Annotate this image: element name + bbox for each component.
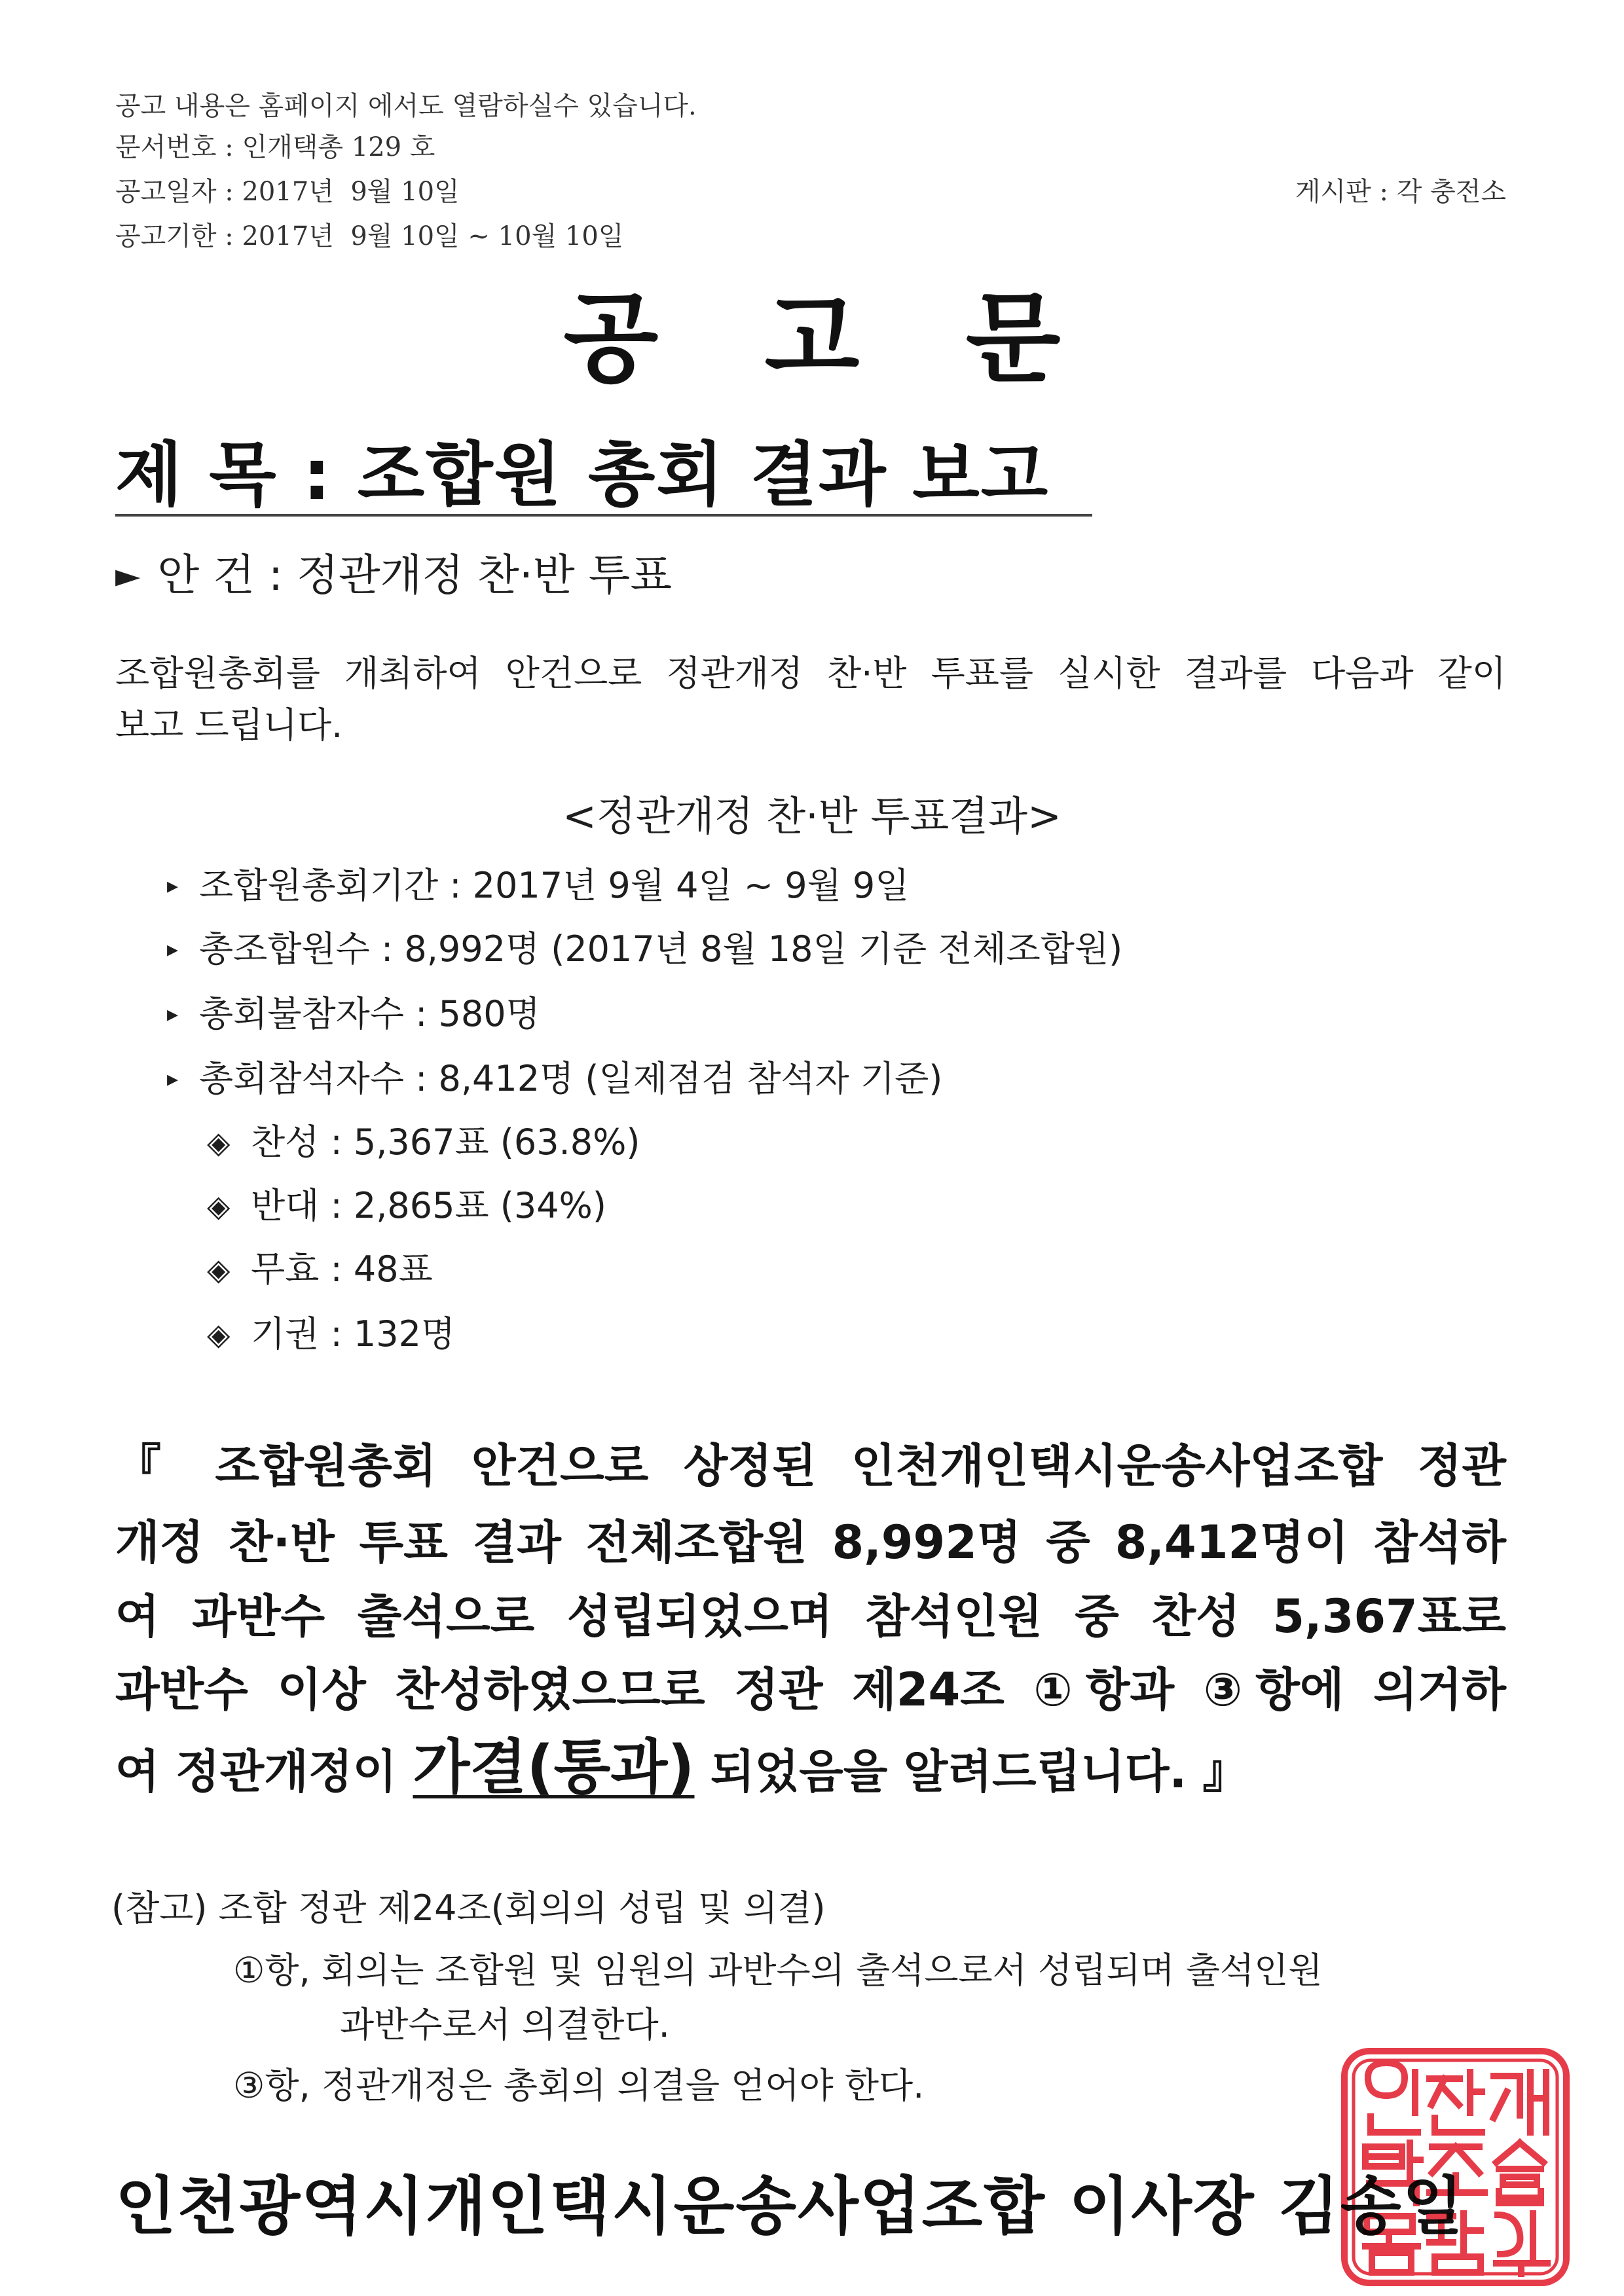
notice-period: 공고기한 : 2017년 9월 10일 ~ 10월 10일 — [115, 221, 624, 251]
reference-clause-1-continued: 과반수로서 의결한다. — [340, 2004, 670, 2045]
official-seal — [1339, 2046, 1572, 2288]
vote-text: 반대 : 2,865표 (34%) — [251, 1185, 606, 1226]
result-item-absentees — [167, 991, 540, 1037]
vote-text: 무효 : 48표 — [251, 1248, 433, 1290]
notice-date: 공고일자 : 2017년 9월 10일 — [115, 177, 460, 207]
passed-highlight: 가결(통과) — [413, 1733, 695, 1802]
intro-line-1: 조합원총회를 개최하여 안건으로 정관개정 찬·반 투표를 실시한 결과를 다음과 같이 — [115, 653, 1506, 694]
result-item-text: 총회불참자수 : 580명 — [199, 993, 540, 1034]
diamond-bullet-icon: ◈ — [207, 1317, 231, 1352]
conclusion-line-4: 과반수 이상 찬성하였으므로 정관 제24조 ①항과 ③항에 의거하 — [115, 1663, 1506, 1717]
result-item-text: 총회참석자수 : 8,412명 (일제점검 참석자 기준) — [199, 1058, 943, 1099]
reference-clause-1: ①항, 회의는 조합원 및 임원의 과반수의 출석으로서 성립되며 출석인원 — [233, 1950, 1323, 1991]
diamond-bullet-icon: ◈ — [207, 1188, 231, 1224]
conclusion-line-5 — [115, 1735, 1506, 1804]
result-item-total-members — [167, 926, 1122, 972]
vote-against — [207, 1183, 606, 1229]
result-item-attendees — [167, 1056, 942, 1102]
intro-line-2: 보고 드립니다. — [115, 704, 343, 746]
document-number: 문서번호 : 인개택총 129 호 — [115, 132, 435, 162]
triangle-bullet-icon: ▸ — [167, 936, 179, 962]
signature-line: 인천광역시개인택시운송사업조합 이사장 김송일 — [115, 2170, 1465, 2243]
vote-abstain — [207, 1311, 455, 1357]
result-item-text: 조합원총회기간 : 2017년 9월 4일 ~ 9월 9일 — [199, 865, 910, 906]
result-item-text: 총조합원수 : 8,992명 (2017년 8월 18일 기준 전체조합원) — [199, 928, 1123, 970]
diamond-bullet-icon: ◈ — [207, 1252, 231, 1287]
triangle-bullet-icon: ▸ — [167, 873, 179, 899]
subject-line: 제 목 : 조합원 총회 결과 보고 — [115, 437, 1092, 517]
notice-online-line: 공고 내용은 홈페이지 에서도 열람하실수 있습니다. — [115, 91, 697, 121]
conclusion-line-3: 여 과반수 출석으로 성립되었으며 참석인원 중 찬성 5,367표로 — [115, 1590, 1506, 1643]
conclusion-line-1: 『 조합원총회 안건으로 상정된 인천개인택시운송사업조합 정관 — [115, 1439, 1506, 1493]
result-item-meeting-period — [167, 863, 909, 909]
agenda-text: 안 건 : 정관개정 찬·반 투표 — [157, 550, 673, 600]
bulletin-board-location: 게시판 : 각 충전소 — [1295, 177, 1506, 207]
document-title: 공 고 문 — [563, 282, 1061, 396]
triangle-bullet-icon: ▸ — [167, 1066, 179, 1092]
conclusion-text-after: 되었음을 알려드립니다. 』 — [694, 1745, 1249, 1798]
vote-text: 찬성 : 5,367표 (63.8%) — [251, 1121, 640, 1163]
vote-for — [207, 1120, 640, 1165]
arrow-bullet-icon: ► — [115, 556, 141, 594]
conclusion-line-2: 개정 찬·반 투표 결과 전체조합원 8,992명 중 8,412명이 참석하 — [115, 1516, 1506, 1569]
results-heading: <정관개정 찬·반 투표결과> — [563, 792, 1061, 840]
reference-clause-3: ③항, 정관개정은 총회의 의결을 얻어야 한다. — [233, 2065, 925, 2106]
vote-invalid — [207, 1247, 433, 1292]
conclusion-text-before: 여 정관개정이 — [115, 1745, 413, 1798]
triangle-bullet-icon: ▸ — [167, 1001, 179, 1027]
agenda-line — [115, 549, 672, 602]
reference-heading: (참고) 조합 정관 제24조(회의의 성립 및 의결) — [111, 1887, 826, 1929]
vote-text: 기권 : 132명 — [251, 1313, 456, 1355]
diamond-bullet-icon: ◈ — [207, 1125, 231, 1160]
